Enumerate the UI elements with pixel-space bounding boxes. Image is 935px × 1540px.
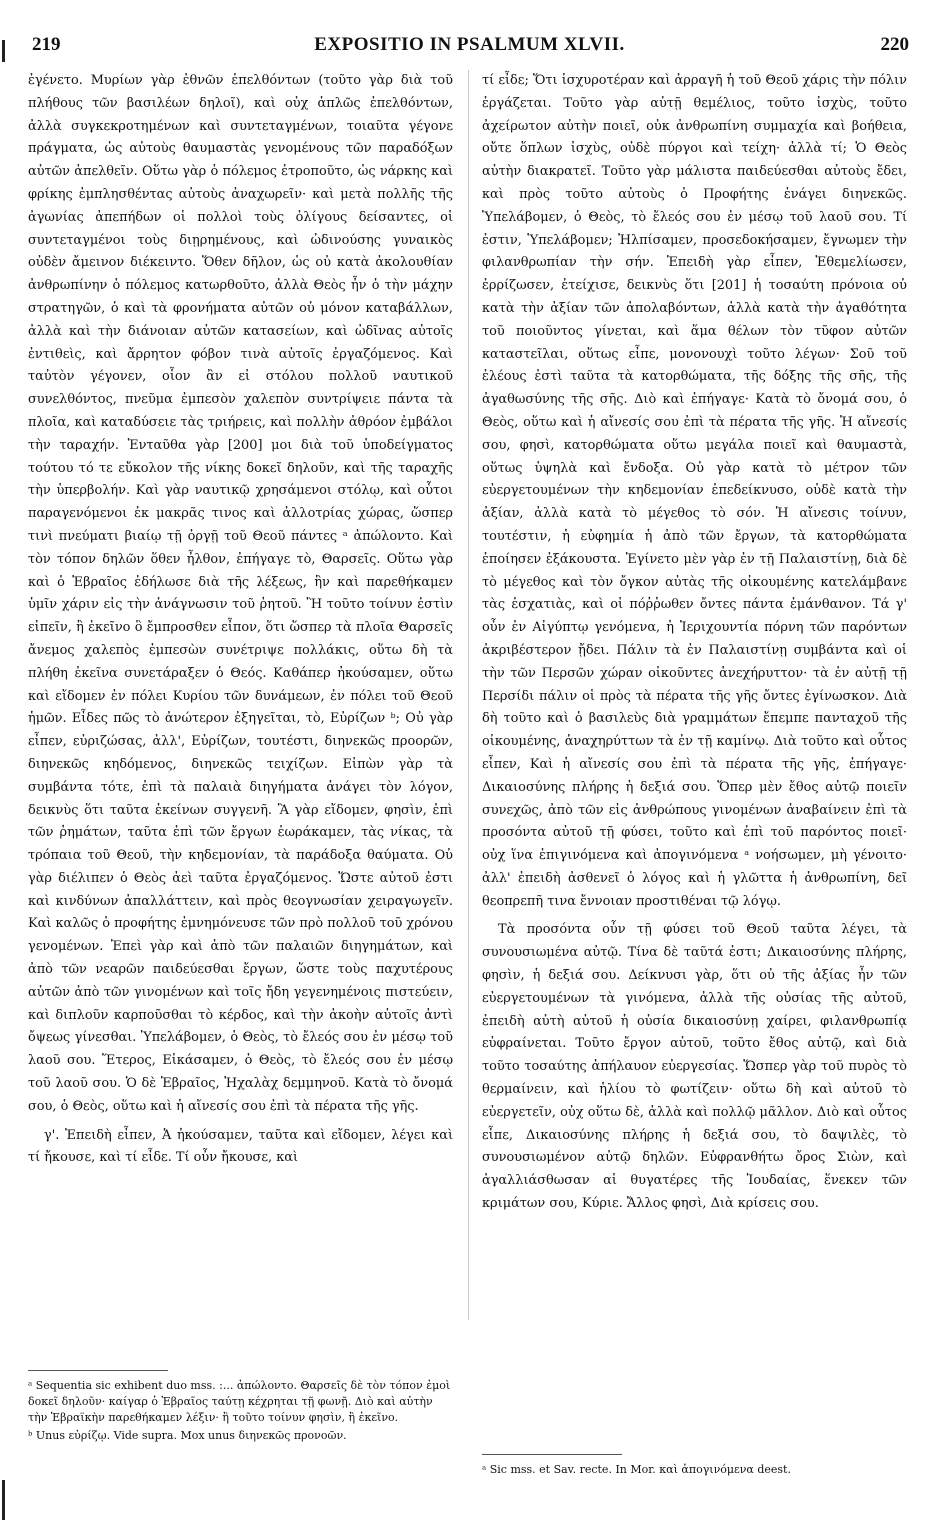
page-number-right: 220 bbox=[880, 34, 909, 55]
right-paragraph: τί εἶδε; Ὅτι ἰσχυροτέραν καὶ ἀρραγῆ ἡ τοῦ Θεοῦ χάρις τὴν πόλιν ἐργάζεται. Τοῦτο γὰρ αὐτῇ θεμέλιος, τοῦτο ἰσχὺς, τοῦτο ἀχείρωτον αὐτὴν ποιεῖ, οὐκ ἀνθρωπίνη συμμαχία καὶ βοήθεια, οὔτε ὅπλων ἰσχὺς, οὐδὲ πύργοι καὶ τείχη· ἀλλὰ τί; Ὁ Θεὸς αὐτὴν διακρατεῖ. Τοῦτο γὰρ μάλιστα παιδεύεσθαι αὐτοὺς ἔδει, καὶ πρὸς τοῦτο αὐτοὺς ὁ Προφήτης ἐνάγει διηνεκῶς. Ὑπελάβομεν, ὁ Θεὸς, τὸ ἔλεός σου ἐν μέσῳ τοῦ λαοῦ σου. Τί ἐστιν, Ὑπελάβομεν; Ἠλπίσαμεν, προσεδοκήσαμεν, ἔγνωμεν τὴν φιλανθρωπίαν τὴν σήν. Ἐπειδὴ γὰρ εἶπεν, Ἐθεμελίωσεν, ἐρρίζωσεν, ἐτείχισε, δεικνὺς ὅτι [201] ἡ τοσαύτη πρόνοια οὐ κατὰ τὴν ἀξίαν τῶν ἀπολαβόντων, ἀλλὰ κατὰ τὴν ἀγαθότητα τοῦ ποιοῦντος γίνεται, καὶ ἅμα θέλων τὸν τῦφον αὐτῶν καταστεῖλαι, οὕτως εἶπε, μονονουχὶ τοῦτο λέγων· Σοῦ τοῦ ἐλέους ἐστὶ ταῦτα τὰ κατορθώματα, τῆς δόξης τῆς σῆς, τῆς ἀγαθωσύνης τῆς σῆς. Διὸ καὶ ἐπήγαγε· Κατὰ τὸ ὄνομά σου, ὁ Θεὸς, οὕτω καὶ ἡ αἴνεσίς σου ἐπὶ τὰ πέρατα τῆς γῆς. Ἡ αἴνεσίς σου, φησὶ, κατορθώματα οὕτω μεγάλα ποιεῖ καὶ θαυμαστὰ, οὕτως ὑψηλὰ καὶ ἔνδοξα. Οὐ γὰρ κατὰ τὸ μέτρον τῶν εὐεργετουμένων τὴν κηδεμονίαν ἐπεδείκνυσο, οὐδὲ κατὰ τὴν ἀξίαν, ἀλλὰ κατὰ τὸ μέγεθος τὸ σόν. Ἡ αἴνεσις τοίνυν, τουτέστιν, ἡ εὐφημία ἡ ἀπὸ τῶν ἔργων, τὰ κατορθώματα ἐποίησεν ἐξάκουστα. Ἐγίνετο μὲν γὰρ ἐν τῇ Παλαιστίνῃ, διὰ δὲ τὸ μέγεθος καὶ τὸν ὄγκον αὐτὰς τῆς οἰκουμένης κατελάμβανε τὰς ἐσχατιὰς, καὶ οἱ πόῤῥωθεν ὄντες πάντα ἐμάνθανον. Τά γ' οὖν ἐν Αἰγύπτῳ γενόμενα, ἡ Ἱεριχουντία πόρνη τῶν παρόντων ἀκριβέστερον ᾔδει. Πάλιν τὰ ἐν Παλαιστίνῃ συμβάντα καὶ οἱ τὴν τῶν Περσῶν χώραν οἰκοῦντες ἀνεχήρυττον· τὰ ἐν αὐτῇ τῇ Περσίδι πάλιν οἱ πρὸς τὰ πέρατα τῆς γῆς ὄντες ἐγίνωσκον. Διὰ δὴ τοῦτο καὶ ὁ βασιλεὺς διὰ γραμμάτων ἔπεμπε πανταχοῦ τῆς οἰκουμένης, ἀναχηρύττων τὰ ἐν τῇ καμίνῳ. Διὰ τοῦτο καὶ οὗτος εἶπεν, Καὶ ἡ αἴνεσίς σου ἐπὶ τὰ πέρατα τῆς γῆς, ἐπήγαγε· Δικαιοσύνης πλήρης ἡ δεξιά σου. Ὅπερ μὲν ἔθος αὐτῷ ποιεῖν συνεχῶς, ἀπὸ τῶν εἰς ἀνθρώπους γινομένων ἀναβαίνειν ἐπὶ τὰ προσόντα αὐτοῦ τῇ φύσει, τοῦτο καὶ ἐπὶ τοῦ παρόντος ποιεῖ· οὐχ ἵνα ἐπιγινόμενα καὶ ἀπογινόμενα ᵃ νοήσωμεν, μὴ γένοιτο· ἀλλ' ἐπειδὴ ἀσθενεῖ ὁ λόγος καὶ ἡ γλῶττα ἡ ἀνθρωπίνη, δεῖ θεοπρεπῆ τινα ἔννοιαν προστιθέναι τῷ λόγῳ. bbox=[482, 73, 907, 909]
right-column bbox=[482, 70, 907, 1216]
left-paragraph-section: γ'. Ἐπειδὴ εἶπεν, Ἀ ἠκούσαμεν, ταῦτα καὶ εἴδομεν, λέγει καὶ τί ἤκουσε, καὶ τί εἶδε. Τί οὖν ἤκουσε, καὶ bbox=[28, 1127, 453, 1166]
footnote-rule-right bbox=[482, 1454, 622, 1455]
running-title: EXPOSITIO IN PSALMUM XLVII. bbox=[314, 34, 625, 55]
footnotes-left bbox=[28, 1378, 453, 1446]
footnote-b: ᵇ Unus εὐρίζῳ. Vide supra. Mox unus διηνεκῶς προνοῶν. bbox=[28, 1429, 347, 1442]
page-header bbox=[22, 34, 917, 60]
column-divider bbox=[468, 70, 469, 1320]
scan-edge-mark bbox=[2, 1480, 5, 1520]
left-paragraph: ἐγένετο. Μυρίων γὰρ ἐθνῶν ἐπελθόντων (τοῦτο γὰρ διὰ τοῦ πλήθους τῶν βασιλέων δηλοῖ), καὶ οὐχ ἁπλῶς ἐπελθόντων, ἀλλὰ συγκεκροτημένων καὶ συντεταγμένων, τοιαῦτα γέγονε πράγματα, ὡς αὐτοὺς θαυμαστὰς γενομένους τῶν παραδόξων αὐτῶν ἀπελθεῖν. Οὕτω γὰρ ὁ πόλεμος ἐτροποῦτο, ὡς νάρκης καὶ φρίκης ἐμπλησθέντας αὐτοὺς ἀναχωρεῖν· καὶ μετὰ πολλῆς τῆς ἀγωνίας ἀπεπήδων οἱ πολλοὶ τοὺς ὀλίγους δείσαντες, οἱ συντεταγμένοι τοὺς διῃρημένους, καὶ ὠδινούσης γυναικὸς οὐδὲν ἄμεινον διέκειντο. Ὅθεν δῆλον, ὡς οὐ κατὰ ἀκολουθίαν ἀνθρωπίνην ὁ πόλεμος κατωρθοῦτο, ἀλλὰ Θεὸς ἦν ὁ τὴν μάχην στρατηγῶν, ὁ καὶ τὰ φρονήματα αὐτῶν οὐ μόνον καταβάλλων, ἀλλὰ καὶ τὴν διάνοιαν αὐτῶν κατασείων, καὶ ὠδῖνας αὐτοῖς ἐντιθεὶς, καὶ ἄρρητον φόβον τινὰ αὐτοῖς ἐργαζόμενος. Καὶ ταὐτὸν γέγονεν, οἷον ἂν εἰ στόλου πολλοῦ ναυτικοῦ συνελθόντος, πνεῦμα ἐμπεσὸν χαλεπὸν συντρίψειε πάντα τὰ πλοῖα, καὶ καταδύσειε τὰς τριήρεις, καὶ πολλὴν ἀθρόον ἐμβάλοι τὴν ταραχήν. Ἐνταῦθα γὰρ [200] μοι διὰ τοῦ ὑποδείγματος τούτου τό τε εὔκολον τῆς νίκης δοκεῖ δηλοῦν, καὶ τῆς ταραχῆς τὴν ὑπερβολήν. Καὶ γὰρ ναυτικῷ χρησάμενοι στόλῳ, καὶ οὗτοι παραγενόμενοι ἐκ μακρᾶς τινος καὶ ἀλλοτρίας χώρας, ὥσπερ τινὶ πνεύματι βιαίῳ τῇ ὀργῇ τοῦ Θεοῦ πάντες ᵃ ἀπώλοντο. Καὶ τὸν τόπον δηλῶν ὅθεν ἦλθον, ἐπήγαγε τὸ, Θαρσεῖς. Οὕτω γὰρ καὶ ὁ Ἑβραῖος ἐδήλωσε διὰ τῆς λέξεως, ἣν καὶ παρεθήκαμεν ὑμῖν χάριν εἰς τὴν ἀνάγνωσιν τοῦ ῥητοῦ. Ἢ τοῦτο τοίνυν ἐστὶν εἰπεῖν, ἢ ἐκεῖνο ὃ ἔμπροσθεν εἶπον, ὅτι ὥσπερ τὰ πλοῖα Θαρσεῖς ἄνεμος χαλεπὸς ἐμπεσὼν συνέτριψε πολλάκις, οὕτω δὴ τὰ πλήθη ἐκεῖνα συνετάραξεν ὁ Θεός. Καθάπερ ἠκούσαμεν, οὕτω καὶ εἴδομεν ἐν πόλει Κυρίου τῶν δυνάμεων, ἐν πόλει τοῦ Θεοῦ ἡμῶν. Εἶδες πῶς τὸ ἀνώτερον ἐξηγεῖται, τὸ, Εὐρίζων ᵇ; Οὐ γὰρ εἶπεν, εὐριζώσας, ἀλλ', Εὐρίζων, τουτέστι, διηνεκῶς προορῶν, διηνεκῶς κηδόμενος, διηνεκῶς τειχίζων. Εἰπὼν γὰρ τὰ συμβάντα τότε, ἐπὶ τὰ παλαιὰ διηγήματα ἀνάγει τὸν λόγον, δεικνὺς ὅτι ταῦτα ἐκείνων συγγενῆ. Ἃ γὰρ εἴδομεν, φησὶν, ἐπὶ τῶν ῥημάτων, ταῦτα ἐπὶ τῶν ἔργων ἑωράκαμεν, τὰς νίκας, τὰ τρόπαια τοῦ Θεοῦ, τὴν κηδεμονίαν, τὰ παράδοξα θαύματα. Οὐ γὰρ διέλιπεν ὁ Θεὸς ἀεὶ ταῦτα ἐργαζόμενος. Ὥστε αὐτοῦ ἐστι καὶ κινδύνων ἀπαλλάττειν, καὶ πρὸς θεογνωσίαν χειραγωγεῖν. Καὶ καλῶς ὁ προφήτης ἐμνημόνευσε τῶν πρὸ πολλοῦ τοῦ χρόνου γενομένων. Ἐπεὶ γὰρ καὶ ἀπὸ τῶν παλαιῶν διηγημάτων, καὶ ἀπὸ τῶν νεαρῶν παιδεύεσθαι ἔργων, ὥστε τοὺς παχυτέρους αὐτῶν ἀπὸ τῶν γινομένων καὶ τοῖς ἤδη γεγενημένοις πιστεύειν, καὶ διπλοῦν καρποῦσθαι τὸ κέρδος, καὶ τὴν ἀκοὴν αὐτοῖς ἀντὶ ὄψεως γίνεσθαι. Ὑπελάβομεν, ὁ Θεὸς, τὸ ἔλεός σου ἐν μέσῳ τοῦ λαοῦ σου. Ἕτερος, Εἰκάσαμεν, ὁ Θεὸς, τὸ ἔλεός σου ἐν μέσῳ τοῦ λαοῦ σου. Ὁ δὲ Ἑβραῖος, Ἠχαλὰχ δεμμηνοῦ. Κατὰ τὸ ὄνομά σου, ὁ Θεὸς, οὕτω καὶ ἡ αἴνεσίς σου ἐπὶ τὰ πέρατα τῆς γῆς. bbox=[28, 73, 453, 1114]
scan-edge-mark bbox=[2, 40, 5, 62]
footnote-a: ᵃ Sequentia sic exhibent duo mss. :... ἀπώλοντο. Θαρσεῖς δὲ τὸν τόπον ἐμοὶ δοκεῖ δηλοῦν· καίγαρ ὁ Ἑβραῖος ταύτῃ κέχρηται τῇ φωνῇ. Διὸ καὶ αὐτὴν τὴν Ἑβραϊκὴν παρεθήκαμεν λέξιν· ἢ τοῦτο τοίνυν φησὶν, ἢ ἐκεῖνο. bbox=[28, 1379, 451, 1424]
footnote-right-a: ᵃ Sic mss. et Sav. recte. In Mor. καὶ ἀπογινόμενα deest. bbox=[482, 1463, 791, 1476]
right-paragraph-section: Τὰ προσόντα οὖν τῇ φύσει τοῦ Θεοῦ ταῦτα λέγει, τὰ συνουσιωμένα αὐτῷ. Τίνα δὲ ταῦτά ἐστι; Δικαιοσύνης πλήρης, φησὶν, ἡ δεξιά σου. Δείκνυσι γὰρ, ὅτι οὐ τῆς ἀξίας ἦν τῶν εὐεργετουμένων τὰ γινόμενα, ἀλλὰ τῆς οὐσίας τῆς αὐτοῦ, ἐπειδὴ αὐτὴ αὐτοῦ ἡ οὐσία δικαιοσύνῃ χαίρει, φιλανθρωπίᾳ εὐφραίνεται. Τοῦτο ἔργον αὐτοῦ, τοῦτο ἔθος αὐτῷ, καὶ διὰ τοῦτο τοσαύτης ἀπήλαυον εὐεργεσίας. Ὥσπερ γὰρ τοῦ πυρὸς τὸ θερμαίνειν, καὶ ἡλίου τὸ φωτίζειν· οὕτω δὴ καὶ αὐτοῦ τὸ εὐεργετεῖν, οὐχ οὕτω δὲ, ἀλλὰ καὶ πολλῷ μᾶλλον. Διὸ καὶ οὗτος εἶπε, Δικαιοσύνης πλήρης ἡ δεξιά σου, τὸ δαψιλὲς, τὸ συνουσιωμένον αὐτῷ δηλῶν. Εὐφρανθήτω ὄρος Σιὼν, καὶ ἀγαλλιάσθωσαν αἱ θυγατέρες τῆς Ἰουδαίας, ἕνεκεν τῶν κριμάτων σου, Κύριε. Ἄλλος φησὶ, Διὰ κρίσεις σου. bbox=[482, 922, 907, 1212]
footnotes-right bbox=[482, 1462, 907, 1480]
footnote-rule-left bbox=[28, 1370, 168, 1371]
left-column bbox=[28, 70, 453, 1170]
page-number-left: 219 bbox=[32, 34, 61, 55]
